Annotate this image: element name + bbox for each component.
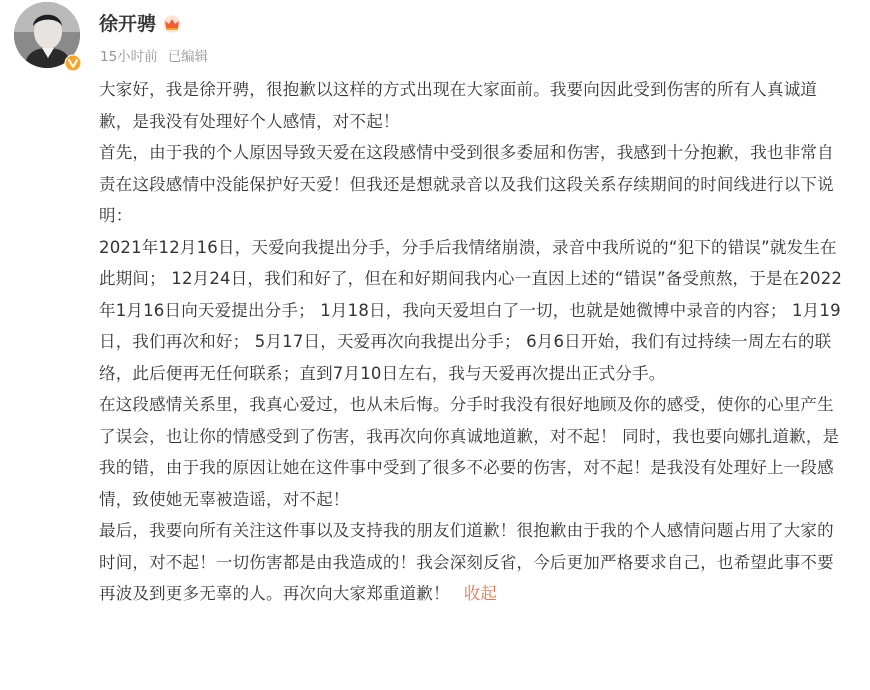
vip-crown-icon[interactable]: [162, 15, 182, 33]
paragraph-apology: 在这段感情关系里，我真心爱过，也从未后悔。分手时我没有很好地顾及你的感受，使你的心里产生了误会，也让你的情感受到了伤害，我再次向你真诚地道歉，对不起！ 同时，我也要向娜扎道歉，是我的错，由于我的原因让她在这件事中受到了很多不必要的伤害，对不起！是我没有处理好上一段感情，致使她无辜被造谣，对不起！: [99, 395, 840, 509]
paragraph-first: 首先，由于我的个人原因导致天爱在这段感情中受到很多委屈和伤害，我感到十分抱歉，我也非常自责在这段感情中没能保护好天爱！但我还是想就录音以及我们这段关系存续期间的时间线进行以下说明：: [99, 143, 834, 225]
post-content: [99, 74, 844, 610]
edited-label[interactable]: 已编辑: [167, 49, 209, 65]
paragraph-closing-text: 最后，我要向所有关注这件事以及支持我的朋友们道歉！很抱歉由于我的个人感情问题占用了大家的时间，对不起！一切伤害都是由我造成的！我会深刻反省，今后更加严格要求自己，也希望此事不要再波及到更多无辜的人。再次向大家郑重道歉！: [99, 521, 834, 603]
paragraph-closing: [99, 515, 844, 610]
paragraph-greeting: 大家好，我是徐开骋，很抱歉以这样的方式出现在大家面前。我要向因此受到伤害的所有人真诚道歉，是我没有处理好个人感情，对不起！: [99, 80, 818, 131]
post-meta: [100, 46, 208, 68]
post-timestamp[interactable]: 15小时前: [100, 49, 158, 65]
verified-badge-icon: [64, 54, 82, 72]
collapse-link[interactable]: 收起: [463, 584, 498, 603]
paragraph-timeline: 2021年12月16日，天爱向我提出分手，分手后我情绪崩溃，录音中我所说的“犯下的错误”就发生在此期间； 12月24日，我们和好了，但在和好期间我内心一直因上述的“错误”备受煎熬，于是在2022年1月16日向天爱提出分手； 1月18日，我向天爱坦白了一切，也就是她微博中录音的内容； 1月19日，我们再次和好； 5月17日，天爱再次向我提出分手； 6月6日开始，我们有过持续一周左右的联络，此后便再无任何联系；直到7月10日左右，我与天爱再次提出正式分手。: [99, 237, 843, 383]
author-name[interactable]: 徐开骋: [99, 13, 157, 35]
avatar-container[interactable]: [14, 2, 80, 72]
author-row: [99, 10, 182, 38]
